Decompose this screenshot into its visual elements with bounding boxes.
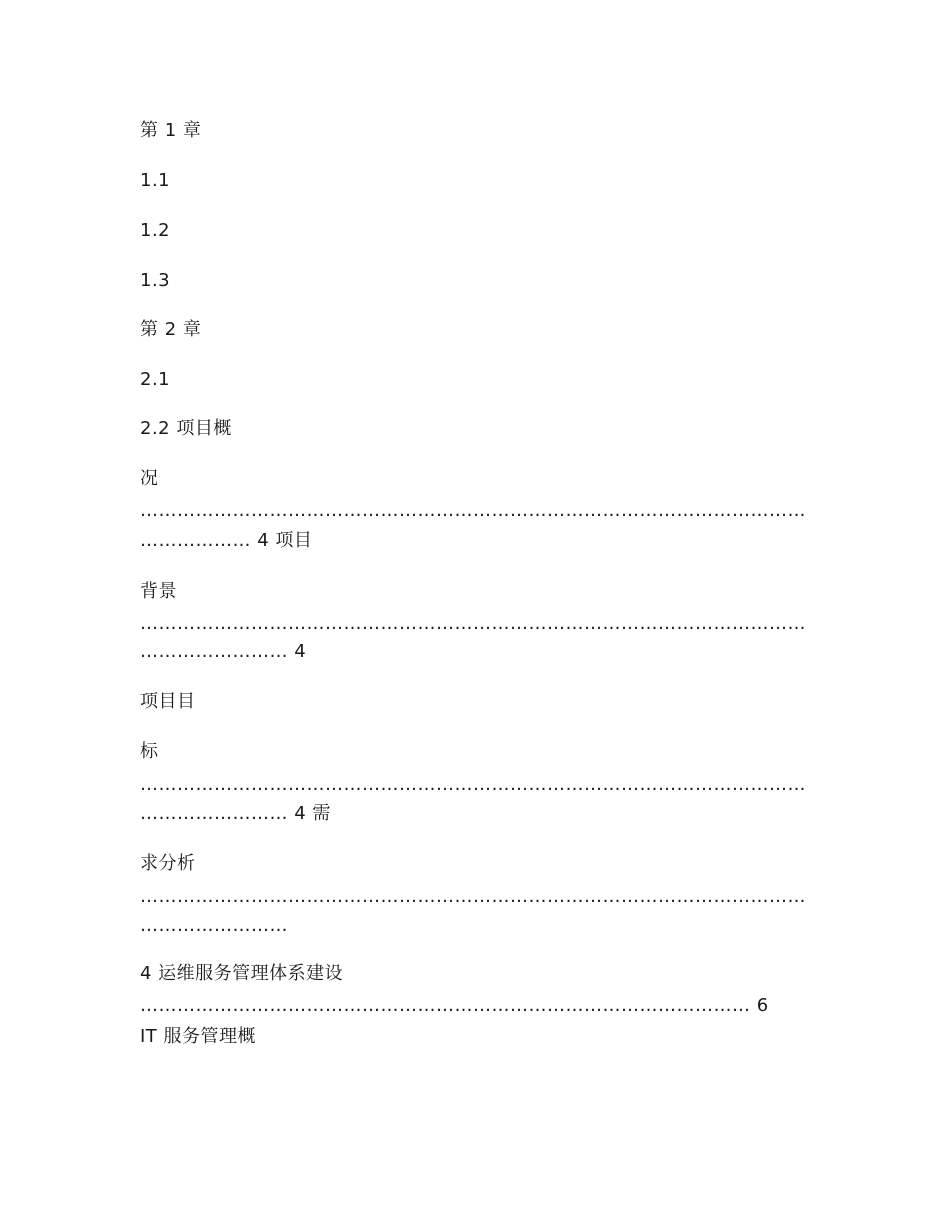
- toc-leader-dots: ………………………………………………………………………………………………: [140, 886, 806, 907]
- toc-line-text: 背景: [140, 581, 177, 602]
- toc-line-2-1: 2.1: [140, 369, 171, 390]
- toc-line-text: 求分析: [140, 853, 196, 874]
- toc-leader-dots: ………………………………………………………………………………………………: [140, 500, 806, 521]
- toc-leader-with-page: ……………………………………………………………………………………… 6: [140, 995, 769, 1016]
- toc-leader-dots: ………………………………………………………………………………………………: [140, 613, 806, 634]
- toc-leader-dots: ……………………: [140, 915, 288, 936]
- toc-line-section-4: 4 运维服务管理体系建设: [140, 963, 344, 984]
- toc-line-text: IT 服务管理概: [140, 1026, 257, 1047]
- toc-line-chapter-1: 第 1 章: [140, 120, 202, 141]
- toc-line-1-3: 1.3: [140, 270, 171, 291]
- toc-line-1-1: 1.1: [140, 170, 171, 191]
- toc-leader-with-page: …………………… 4 需: [140, 803, 331, 824]
- toc-line-1-2: 1.2: [140, 220, 171, 241]
- toc-leader-with-page: …………………… 4: [140, 641, 307, 662]
- toc-leader-with-page: ……………… 4 项目: [140, 530, 313, 551]
- toc-leader-dots: ………………………………………………………………………………………………: [140, 774, 806, 795]
- toc-line-text: 况: [140, 468, 159, 489]
- toc-line-text: 标: [140, 741, 159, 762]
- toc-line-text: 项目目: [140, 691, 196, 712]
- toc-line-chapter-2: 第 2 章: [140, 319, 202, 340]
- toc-line-2-2: 2.2 项目概: [140, 418, 232, 439]
